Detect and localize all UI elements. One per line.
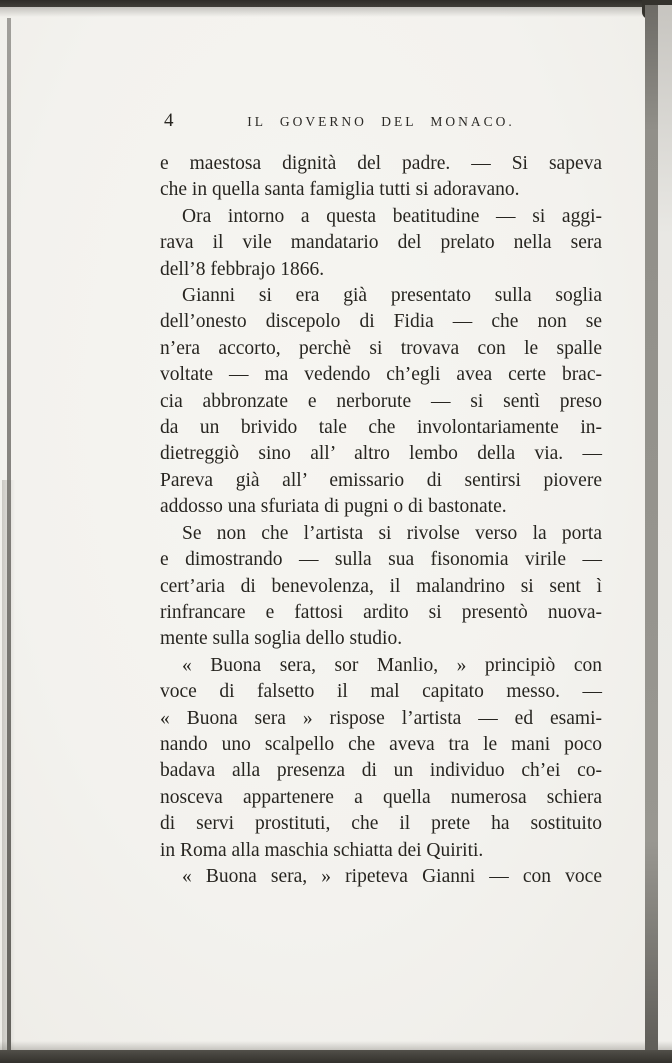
text-line: da un brivido tale che involontariamente in- (160, 417, 602, 439)
text-line: Gianni si era già presentato sulla soglia (182, 285, 602, 307)
scan-bottom-edge-shadow (0, 1041, 672, 1050)
text-line: Se non che l’artista si rivolse verso la porta (182, 522, 602, 544)
page-body (160, 151, 602, 890)
scan-left-edge-shadow (2, 480, 15, 1051)
text-line: e maestosa dignità del padre. — Si sapeva (160, 153, 602, 174)
text-line: cia abbronzate e nerborute — si sentì preso (160, 390, 602, 412)
text-line: di servi prostituti, che il prete ha sostituito (160, 813, 602, 835)
text-line: mente sulla soglia dello studio. (160, 628, 403, 650)
text-line: cert’aria di benevolenza, il malandrino si sent ì (160, 575, 602, 597)
text-line: voltate — ma vedendo ch’egli avea certe brac- (160, 364, 602, 386)
page-header (160, 109, 602, 135)
scan-top-edge-shadow (0, 7, 672, 17)
text-line: e dimostrando — sulla sua fisonomia virile — (160, 549, 602, 571)
text-line: « Buona sera, sor Manlio, » principiò con (182, 654, 602, 676)
text-line: « Buona sera » rispose l’artista — ed esami- (160, 707, 602, 729)
text-line: voce di falsetto il mal capitato messo. — (160, 681, 602, 703)
scan-top-edge (0, 0, 672, 7)
scan-bottom-edge (0, 1050, 672, 1063)
text-line: Pareva già all’ emissario di sentirsi piovere (160, 469, 602, 491)
scan-right-margin (658, 5, 672, 1050)
text-line: rinfrancare e fattosi ardito si presentò nuova- (160, 601, 602, 623)
text-line: dell’8 febbrajo 1866. (160, 258, 325, 280)
text-line: nosceva appartenere a quella numerosa schiera (160, 786, 602, 808)
text-line: dietreggiò sino all’ altro lembo della via. — (160, 443, 602, 465)
text-line: n’era accorto, perchè si trovava con le spalle (160, 337, 602, 359)
text-line: che in quella santa famiglia tutti si adoravano. (160, 179, 520, 201)
text-line: badava alla presenza di un individuo ch’ei co- (160, 760, 602, 782)
text-line: addosso una sfuriata di pugni o di bastonate. (160, 496, 507, 518)
text-line: dell’onesto discepolo di Fidia — che non se (160, 311, 602, 333)
text-line: rava il vile mandatario del prelato nella sera (160, 232, 602, 254)
running-title: IL GOVERNO DEL MONACO. (247, 114, 515, 129)
text-line: in Roma alla maschia schiatta dei Quiriti. (160, 839, 484, 861)
scan-right-edge (645, 5, 658, 1050)
text-line: Ora intorno a questa beatitudine — si aggi- (182, 205, 602, 227)
page-number: 4 (164, 110, 174, 131)
text-line: « Buona sera, » ripeteva Gianni — con voce (182, 865, 602, 887)
text-line: nando uno scalpello che aveva tra le mani poco (160, 733, 602, 755)
